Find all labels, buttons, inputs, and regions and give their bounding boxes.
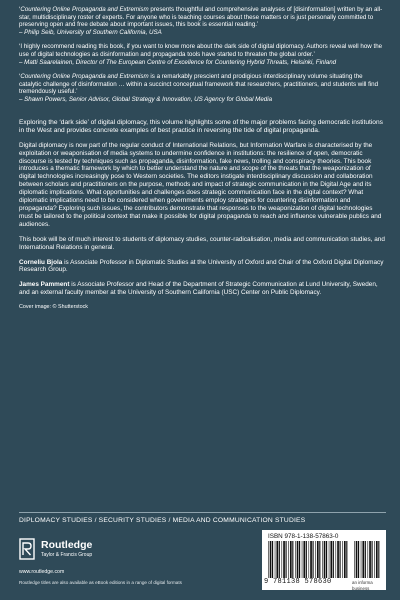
endorsement-1: ‘Countering Online Propaganda and Extremism presents thoughtful and comprehensive analyses of [disinformation] written by an all-star, multidisciplinary roster of experts. For anyone who is teaching courses about these matters or is just personally committed to preserving open and free debate about important issues, this book is essential reading.’ – Philip Seib, University of Southern California, USA	[19, 6, 386, 36]
editor-bio-1	[19, 259, 386, 275]
description-paragraph: Digital diplomacy is now part of the regular conduct of International Relations, but Information Warfare is characterised by the exploitation or weaponisation of media systems to undermine confidence in institutions: the resilience of open, democratic discourse is tested by techniques such as propaganda, disinformation, fake news, trolling and conspiracy theories. This book introduces a thematic framework by which to better understand the nature and scope of the threats that the weaponization of digital technologies increasingly pose to Western societies. The editors instigate interdisciplinary discussion and collaboration between scholars and practitioners on the purpose, methods and impact of strategic communication in the Digital Age and its diplomatic implications. What opportunities and challenges does strategic communication face in the digital context? What diplomatic implications need to be considered when governments employ strategies for countering disinformation and propaganda? Exploring such issues, the contributors demonstrate that responses to the weaponization of digital technologies must be tailored to the political context that make it possible for digital propaganda to reach and influence vulnerable publics and audiences.	[19, 141, 382, 228]
audience-paragraph: This book will be of much interest to students of diplomacy studies, counter-radicalisation, media and communication studies, and International Relations in general.	[19, 235, 385, 251]
editor-name: James Pamment	[19, 281, 70, 289]
editor-bio-2	[19, 281, 386, 297]
informa-tagline: an informa business	[352, 580, 373, 591]
quote-book-title: Countering Online Propaganda and Extremism	[20, 6, 149, 13]
isbn-number: ISBN 978-1-138-57863-0	[268, 533, 339, 540]
publisher-logo-block	[19, 536, 179, 566]
endorsements	[19, 0, 386, 104]
editor-description: is Associate Professor and Head of the Department of Strategic Communication at Lund University, Sweden, and an external faculty member at the University of Southern California (USC) Center on Public Diplomacy.	[19, 281, 378, 297]
publisher-group: Taylor & Francis Group	[41, 552, 93, 558]
barcode-panel	[262, 530, 386, 590]
quote-attribution: – Shawn Powers, Senior Advisor, Global Strategy & Innovation, US Agency for Global Media	[19, 95, 273, 103]
divider	[19, 512, 386, 513]
quote-attribution: – Philip Seib, University of Southern California, USA	[19, 28, 162, 36]
subject-categories: DIPLOMACY STUDIES / SECURITY STUDIES / MEDIA AND COMMUNICATION STUDIES	[19, 517, 306, 524]
editor-name: Corneliu Bjola	[19, 258, 63, 266]
quote-text: is a remarkably prescient and prodigious interdisciplinary volume situating the catalytic challenge of disinformation … within a succinct conceptual framework that researchers, practitioners, and students will find tremendously useful.’	[19, 73, 379, 96]
routledge-logo-icon	[19, 538, 35, 560]
book-intro: Exploring the ‘dark side’ of digital diplomacy, this volume highlights some of the major problems facing democratic institutions in the West and provides concrete examples of best practice in reversing the tide of digital propaganda.	[19, 118, 383, 134]
barcode-digits: 9 781138 578630	[264, 578, 332, 586]
editor-description: is Associate Professor in Diplomatic Studies at the University of Oxford and Chair of the Oxford Digital Diplomacy Research Group.	[19, 258, 384, 274]
quote-book-title: Countering Online Propaganda and Extremism	[20, 73, 149, 81]
cover-text-panel	[19, 0, 386, 311]
barcode-icon	[268, 541, 348, 578]
ebook-note: Routledge titles are also available as eBook editions in a range of digital formats	[19, 580, 182, 585]
publisher-name: Routledge	[41, 539, 93, 551]
endorsement-3: ‘Countering Online Propaganda and Extremism is a remarkably prescient and prodigious interdisciplinary volume situating the catalytic challenge of disinformation … within a succinct conceptual framework that researchers, practitioners, and students will find tremendously useful.’ – Shawn Powers, Senior Advisor, Global Strategy & Innovation, US Agency for Global Media	[19, 73, 386, 103]
endorsement-2	[19, 43, 386, 66]
publisher-website: www.routledge.com	[19, 569, 65, 575]
price-barcode-icon	[354, 541, 380, 578]
quote-text: ‘I highly recommend reading this book, if you want to know more about the dark side of digital diplomacy. Authors reveal well how the use of digital technologies as disinformation and propaganda tools have started to threaten the global order.’	[19, 43, 383, 58]
quote-text: presents thoughtful and comprehensive analyses of [disinformation] written by an all-star, multidisciplinary roster of experts. For anyone who is teaching courses about these matters or is just personally committed to preserving open and free debate about important issues, this book is essential reading.’	[19, 6, 383, 29]
quote-attribution: – Matti Saarelainen, Director of The European Centre of Excellence for Countering Hybrid Threats, Helsinki, Finland	[19, 58, 337, 66]
cover-image-credit: Cover image: © Shutterstock	[19, 304, 88, 311]
